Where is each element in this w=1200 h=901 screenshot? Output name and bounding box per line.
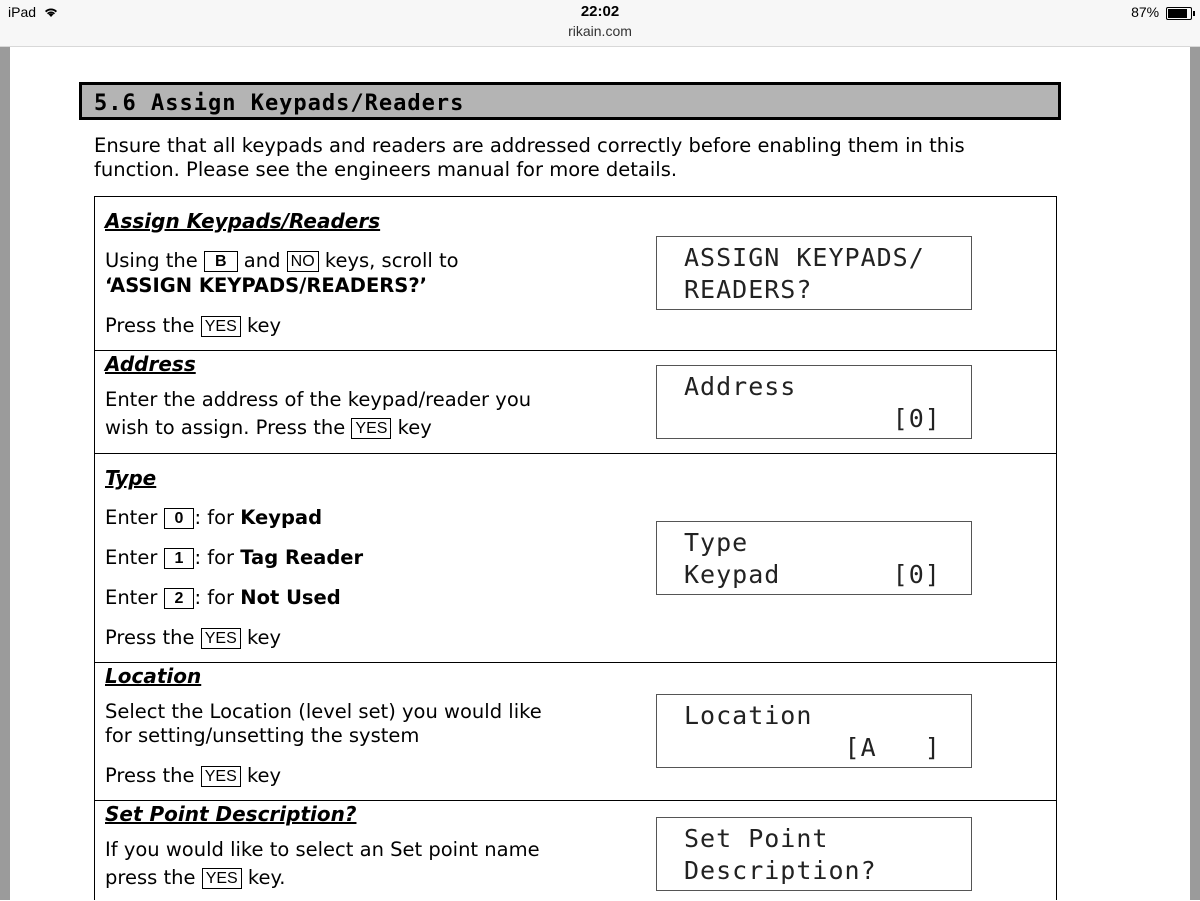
key-yes: YES [201, 316, 241, 337]
key-1: 1 [164, 548, 195, 569]
lcd-line-2: READERS? [684, 275, 813, 304]
text-fragment: key [246, 764, 282, 787]
row-type [95, 454, 1056, 663]
option-not-used [105, 586, 341, 609]
text-fragment: key [246, 314, 282, 337]
battery-icon [1166, 7, 1192, 20]
status-bar [0, 0, 1200, 47]
row-heading: Address [105, 352, 196, 376]
text-fragment: Enter [105, 546, 158, 569]
row-text: If you would like to select an Set point name [105, 838, 540, 861]
text-fragment: Enter [105, 586, 158, 609]
row-set-point-description [95, 801, 1056, 901]
text-fragment: Press the [105, 626, 195, 649]
option-tag-reader [105, 546, 363, 569]
lcd-display [656, 694, 972, 768]
text-fragment: : for [194, 546, 235, 569]
intro-line-2: function. Please see the engineers manual for more details. [94, 158, 678, 181]
row-text: Enter the address of the keypad/reader you [105, 388, 532, 411]
lcd-line-2: Keypad [0] [684, 560, 941, 589]
key-2: 2 [164, 588, 195, 609]
option-keypad [105, 506, 322, 529]
row-text: for setting/unsetting the system [105, 724, 420, 747]
status-right [1131, 4, 1192, 20]
option-label: Keypad [240, 506, 323, 529]
section-heading [79, 82, 1061, 120]
key-0: 0 [164, 508, 195, 529]
text-fragment: Press the [105, 314, 195, 337]
lcd-line-1: ASSIGN KEYPADS/ [684, 243, 925, 272]
key-b: B [204, 251, 238, 272]
lcd-display [656, 365, 972, 439]
key-yes: YES [351, 418, 391, 439]
address-bar-url[interactable]: rikain.com [568, 23, 632, 39]
lcd-line-1: Type [684, 528, 749, 557]
text-fragment: key [397, 416, 432, 439]
intro-line-1: Ensure that all keypads and readers are addressed correctly before enabling them in this [94, 134, 965, 157]
row-heading: Location [105, 664, 202, 688]
clock: 22:02 [580, 3, 620, 20]
row-press-yes [105, 314, 281, 337]
text-fragment: key. [247, 866, 286, 889]
lcd-line-1: Set Point [684, 824, 829, 853]
battery-percent: 87% [1131, 4, 1160, 20]
battery-fill [1168, 9, 1187, 18]
text-fragment: Press the [105, 764, 195, 787]
row-location [95, 663, 1056, 801]
lcd-line-2: [A ] [684, 733, 941, 762]
text-fragment: : for [194, 586, 235, 609]
lcd-line-1: Address [684, 372, 797, 401]
row-text [105, 249, 459, 272]
row-heading: Assign Keypads/Readers [105, 209, 381, 233]
text-fragment: : for [194, 506, 235, 529]
lcd-display [656, 817, 972, 891]
text-fragment: keys, scroll to [324, 249, 459, 272]
intro-paragraph [94, 134, 1054, 182]
text-fragment: press the [105, 866, 196, 889]
text-fragment: Using the [105, 249, 198, 272]
row-text: Select the Location (level set) you would like [105, 700, 542, 723]
row-heading: Set Point Description? [105, 802, 357, 826]
row-heading: Type [105, 466, 157, 490]
key-no: NO [287, 251, 319, 272]
row-press-yes [105, 626, 281, 649]
text-fragment: Enter [105, 506, 158, 529]
row-press-yes [105, 764, 281, 787]
lcd-display [656, 236, 972, 310]
text-fragment: key [246, 626, 282, 649]
row-text [105, 274, 427, 297]
lcd-line-2: [0] [684, 404, 941, 433]
key-yes: YES [202, 868, 242, 889]
lcd-line-1: Location [684, 701, 813, 730]
key-yes: YES [201, 766, 241, 787]
row-press-yes [105, 416, 432, 439]
option-label: Not Used [240, 586, 341, 609]
text-fragment: and [243, 249, 281, 272]
instruction-table [94, 196, 1057, 900]
key-yes: YES [201, 628, 241, 649]
option-label: Tag Reader [240, 546, 364, 569]
row-address [95, 351, 1056, 454]
row-press-yes [105, 866, 285, 889]
section-title-text: 5.6 Assign Keypads/Readers [94, 91, 465, 116]
lcd-display [656, 521, 972, 595]
text-fragment: wish to assign. Press the [105, 416, 346, 439]
menu-option-name: ‘ASSIGN KEYPADS/READERS?’ [105, 274, 428, 297]
lcd-line-2: Description? [684, 856, 877, 885]
row-assign-keypads [95, 197, 1056, 351]
device-name: iPad [8, 4, 37, 20]
